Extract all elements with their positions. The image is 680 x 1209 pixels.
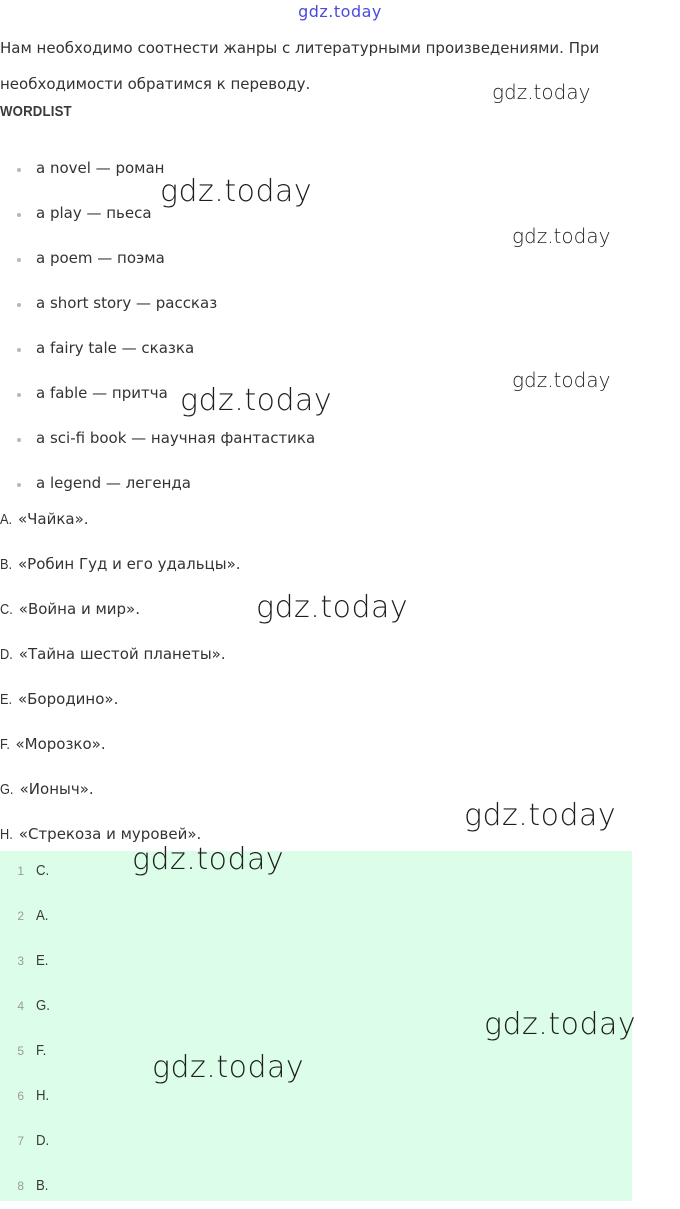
watermark: gdz.today [492,80,591,104]
bullet-icon [17,168,21,172]
work-item [0,767,241,812]
wordlist-item-text: a legend — легенда [36,474,191,492]
answer-value: C. [36,862,50,879]
watermark: gdz.today [484,1007,637,1042]
work-letter: E. [0,691,13,708]
answer-value: D. [36,1132,50,1149]
answer-value: H. [36,1087,50,1104]
wordlist-item [0,371,315,416]
wordlist-item [0,281,315,326]
bullet-icon [17,483,21,487]
wordlist-item-text: a novel — роман [36,159,165,177]
answer-value: G. [36,997,50,1014]
answer-number: 2 [17,909,24,923]
watermark: gdz.today [132,842,285,877]
answer-list [0,847,52,1207]
wordlist-item-text: a poem — поэма [36,249,165,267]
bullet-icon [17,393,21,397]
bullet-icon [17,213,21,217]
wordlist-item-text: a fairy tale — сказка [36,339,195,357]
work-item [0,542,241,587]
work-item [0,722,241,767]
answer-number: 4 [17,999,24,1013]
watermark: gdz.today [512,224,611,248]
task-intro-text: Нам необходимо соотнести жанры с литературными произведениями. При необходимости обратимся к переводу. [0,39,600,93]
bullet-icon [17,303,21,307]
answer-item [0,1072,52,1117]
work-title: «Тайна шестой планеты». [18,645,226,663]
answer-number: 5 [17,1044,24,1058]
work-title: «Война и мир». [18,600,140,618]
watermark: gdz.today [160,174,313,209]
literary-works-list [0,497,241,857]
work-letter: F. [0,736,10,753]
work-item [0,632,241,677]
wordlist-item [0,326,315,371]
work-item [0,497,241,542]
wordlist-item [0,191,315,236]
answer-item [0,1162,52,1207]
answer-item [0,1027,52,1072]
answer-item [0,892,52,937]
answer-item [0,1117,52,1162]
wordlist-heading: WORDLIST [0,103,72,120]
wordlist-item-text: a play — пьеса [36,204,152,222]
work-letter: A. [0,511,13,528]
answer-value: F. [36,1042,47,1059]
work-letter: D. [0,646,13,663]
wordlist [0,146,315,506]
answer-number: 7 [17,1134,24,1148]
answer-number: 3 [17,954,24,968]
answer-item [0,847,52,892]
work-title: «Ионыч». [19,780,94,798]
answer-item [0,982,52,1027]
answer-value: E. [36,952,49,969]
answer-value: A. [36,907,49,924]
watermark: gdz.today [464,798,617,833]
work-title: «Робин Гуд и его удальцы». [17,555,241,573]
bullet-icon [17,258,21,262]
watermark: gdz.today [152,1050,305,1085]
watermark: gdz.today [512,368,611,392]
work-letter: H. [0,826,13,843]
wordlist-item-text: a short story — рассказ [36,294,218,312]
answer-number: 6 [17,1089,24,1103]
watermark: gdz.today [256,590,409,625]
answer-number: 1 [17,864,24,878]
work-letter: C. [0,601,13,618]
wordlist-item-text: a fable — притча [36,384,168,402]
work-letter: G. [0,781,14,798]
watermark: gdz.today [180,383,333,418]
work-item [0,677,241,722]
site-logo-watermark: gdz.today [298,2,382,21]
work-item [0,587,241,632]
work-title: «Морозко». [15,735,106,753]
answer-number: 8 [17,1179,24,1193]
bullet-icon [17,438,21,442]
wordlist-item [0,236,315,281]
answer-value: B. [36,1177,49,1194]
bullet-icon [17,348,21,352]
answer-block [0,851,632,1201]
work-letter: B. [0,556,13,573]
work-title: «Стрекоза и муровей». [18,825,202,843]
work-title: «Чайка». [17,510,89,528]
wordlist-item-text: a sci-fi book — научная фантастика [36,429,316,447]
work-title: «Бородино». [17,690,119,708]
wordlist-item [0,146,315,191]
answer-item [0,937,52,982]
wordlist-item [0,416,315,461]
